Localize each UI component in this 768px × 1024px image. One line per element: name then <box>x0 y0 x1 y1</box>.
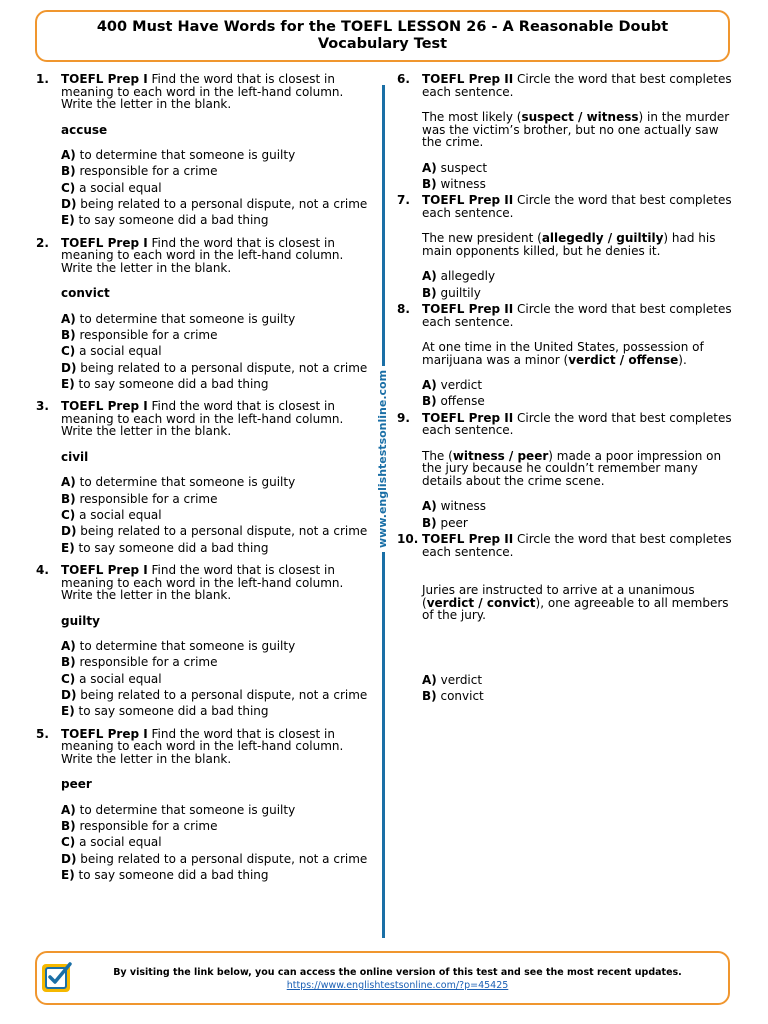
side-url: www.englishtestsonline.com <box>376 366 389 552</box>
option-b[interactable]: B) responsible for a crime <box>61 655 218 670</box>
question-instruction: TOEFL Prep II Circle the word that best completes each sentence. <box>422 193 732 220</box>
question-number: 10. <box>397 532 419 547</box>
footer-link[interactable]: https://www.englishtestsonline.com/?p=45425 <box>286 980 509 991</box>
question-instruction: TOEFL Prep I Find the word that is closest in meaning to each word in the left-hand column. Write the letter in the blank. <box>61 563 344 603</box>
question-number: 5. <box>36 726 49 741</box>
option-b[interactable]: B) responsible for a crime <box>61 327 218 342</box>
option-a[interactable]: A) verdict <box>422 672 483 687</box>
question-sentence: At one time in the United States, possession of marijuana was a minor (verdict / offense). <box>422 340 704 367</box>
option-a[interactable]: A) suspect <box>422 160 488 175</box>
option-a[interactable]: A) allegedly <box>422 269 496 284</box>
title-box <box>35 10 730 62</box>
option-e[interactable]: E) to say someone did a bad thing <box>61 376 269 391</box>
option-a[interactable]: A) to determine that someone is guilty <box>61 802 296 817</box>
question-number: 6. <box>397 72 410 86</box>
question-word: civil <box>61 449 89 464</box>
option-b[interactable]: B) responsible for a crime <box>61 819 218 834</box>
left-column <box>36 73 376 885</box>
option-e[interactable]: E) to say someone did a bad thing <box>61 213 269 228</box>
question-word: accuse <box>61 122 108 137</box>
option-b[interactable]: B) peer <box>422 515 468 530</box>
option-a[interactable]: A) to determine that someone is guilty <box>61 475 296 490</box>
page-title: 400 Must Have Words for the TOEFL LESSON 26 - A Reasonable Doubt <box>96 19 669 35</box>
question-number: 4. <box>36 563 49 578</box>
question-6 <box>397 73 737 190</box>
question-7 <box>397 194 737 299</box>
option-a[interactable]: A) witness <box>422 499 486 514</box>
footer-text: By visiting the link below, you can access the online version of this test and see the most recent updates. <box>113 967 682 978</box>
option-d[interactable]: D) being related to a personal dispute, not a crime <box>61 851 368 866</box>
question-number: 2. <box>36 235 49 250</box>
option-d[interactable]: D) being related to a personal dispute, not a crime <box>61 360 368 375</box>
question-sentence: The (witness / peer) made a poor impression on the jury because he couldn’t remember many details about the crime scene. <box>422 448 722 488</box>
question-instruction: TOEFL Prep I Find the word that is closest in meaning to each word in the left-hand column. Write the letter in the blank. <box>61 399 344 439</box>
question-sentence: Juries are instructed to arrive at a unanimous (verdict / convict), one agreeable to all members of the jury. <box>422 583 729 623</box>
question-9 <box>397 412 737 529</box>
option-a[interactable]: A) to determine that someone is guilty <box>61 311 296 326</box>
question-8 <box>397 303 737 408</box>
question-word: convict <box>61 286 110 301</box>
option-c[interactable]: C) a social equal <box>61 507 162 522</box>
question-4 <box>36 564 376 718</box>
question-word: peer <box>61 777 92 792</box>
page-subtitle: Vocabulary Test <box>317 36 448 52</box>
question-number: 1. <box>36 72 49 86</box>
option-e[interactable]: E) to say someone did a bad thing <box>61 704 269 719</box>
question-number: 8. <box>397 302 410 317</box>
option-e[interactable]: E) to say someone did a bad thing <box>61 867 269 882</box>
option-c[interactable]: C) a social equal <box>61 835 162 850</box>
option-b[interactable]: B) responsible for a crime <box>61 164 218 179</box>
option-c[interactable]: C) a social equal <box>61 671 162 686</box>
option-b[interactable]: B) witness <box>422 176 486 191</box>
question-instruction: TOEFL Prep II Circle the word that best completes each sentence. <box>422 72 732 99</box>
option-a[interactable]: A) verdict <box>422 378 483 393</box>
question-3 <box>36 400 376 554</box>
question-instruction: TOEFL Prep II Circle the word that best completes each sentence. <box>422 410 732 438</box>
option-b[interactable]: B) responsible for a crime <box>61 491 218 506</box>
option-a[interactable]: A) to determine that someone is guilty <box>61 639 296 654</box>
question-instruction: TOEFL Prep I Find the word that is closest in meaning to each word in the left-hand column. Write the letter in the blank. <box>61 72 344 111</box>
question-number: 9. <box>397 410 410 425</box>
footer-box <box>35 951 730 1005</box>
question-2 <box>36 237 376 391</box>
question-5 <box>36 728 376 882</box>
question-number: 3. <box>36 399 49 414</box>
question-instruction: TOEFL Prep I Find the word that is closest in meaning to each word in the left-hand column. Write the letter in the blank. <box>61 235 344 275</box>
question-instruction: TOEFL Prep II Circle the word that best completes each sentence. <box>422 532 732 559</box>
checkbox-check-icon <box>41 961 73 993</box>
question-number: 7. <box>397 193 410 208</box>
right-column <box>397 73 737 706</box>
option-e[interactable]: E) to say someone did a bad thing <box>61 540 269 555</box>
question-1 <box>36 73 376 227</box>
option-b[interactable]: B) convict <box>422 688 484 703</box>
option-c[interactable]: C) a social equal <box>61 344 162 359</box>
option-a[interactable]: A) to determine that someone is guilty <box>61 148 296 162</box>
option-b[interactable]: B) offense <box>422 394 485 409</box>
question-instruction: TOEFL Prep I Find the word that is closest in meaning to each word in the left-hand column. Write the letter in the blank. <box>61 726 344 766</box>
question-sentence: The most likely (suspect / witness) in the murder was the victim’s brother, but no one actually saw the crime. <box>422 110 730 149</box>
question-sentence: The new president (allegedly / guiltily) had his main opponents killed, but he denies it. <box>422 231 716 258</box>
option-d[interactable]: D) being related to a personal dispute, not a crime <box>61 524 368 539</box>
option-b[interactable]: B) guiltily <box>422 285 481 300</box>
option-d[interactable]: D) being related to a personal dispute, not a crime <box>61 687 368 702</box>
question-instruction: TOEFL Prep II Circle the word that best completes each sentence. <box>422 302 732 329</box>
option-d[interactable]: D) being related to a personal dispute, not a crime <box>61 196 368 211</box>
question-10 <box>397 533 737 702</box>
option-c[interactable]: C) a social equal <box>61 180 162 195</box>
question-word: guilty <box>61 613 100 628</box>
